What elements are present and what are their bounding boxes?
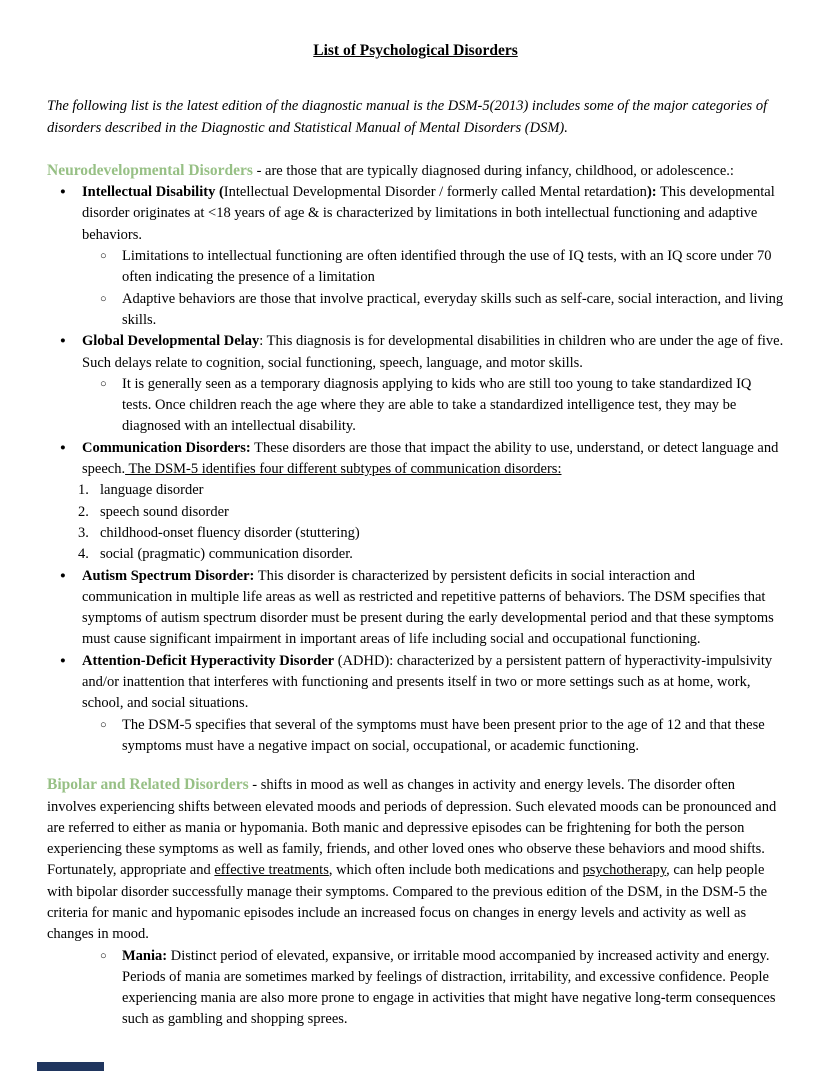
subbullet-text: It is generally seen as a temporary diagnosis applying to kids who are still too young to take standardized IQ tests. Once children reach the age where they are able to take a standardized intelligence test, they may be diagnosed with an intellectual disability. xyxy=(122,375,752,435)
section-bipolar xyxy=(47,774,784,1031)
list-number: 1. xyxy=(78,482,89,499)
numbered-item-text: language disorder xyxy=(100,482,204,499)
subbullet-text: Adaptive behaviors are those that involve practical, everyday skills such as self-care, social interaction, and living skills. xyxy=(122,290,784,328)
next-page-table-edge xyxy=(37,1062,104,1071)
section-heading-tail: - are those that are typically diagnosed during infancy, childhood, or adolescence.: xyxy=(252,162,734,179)
subbullet-text: Limitations to intellectual functioning are often identified through the use of IQ tests, with an IQ score under 70 often indicating the presence of a limitation xyxy=(122,248,772,286)
circle-bullet-icon: ○ xyxy=(100,292,107,305)
subbullet-adhd-dsm5 xyxy=(47,715,784,758)
bullet-text: Intellectual Disability (Intellectual Developmental Disorder / formerly called Mental retardation): This developmental disorder originates at <18 years of age & is characterized by limitations in both intellectual functioning and adaptive behaviors. xyxy=(82,184,775,243)
bullet-autism-spectrum-disorder xyxy=(47,566,784,651)
numbered-item-text: childhood-onset fluency disorder (stuttering) xyxy=(100,524,360,541)
section-neurodevelopmental xyxy=(47,160,784,757)
bullet-text: Autism Spectrum Disorder: This disorder is characterized by persistent deficits in social interaction and communication in multiple life areas as well as restricted and repetitive patterns of behaviors. The DSM specifies that symptoms of autism spectrum disorder must be present during the early developmental period and that these symptoms must cause significant impairment in important areas of life including social and occupational functioning. xyxy=(82,567,774,648)
numbered-item-speech-sound-disorder xyxy=(47,502,784,523)
subbullet-text: Mania: Distinct period of elevated, expansive, or irritable mood accompanied by increased activity and energy. Periods of mania are sometimes marked by feelings of distraction, irritability, and excessive confidence. People experiencing mania are also more prone to engage in activities that might have negative long-term consequences such as gambling and shopping sprees. xyxy=(122,947,776,1028)
bullet-text: Communication Disorders: These disorders are those that impact the ability to use, understand, or detect language and speech. The DSM-5 identifies four different subtypes of communication disorders: xyxy=(82,439,779,478)
list-number: 4. xyxy=(78,546,89,563)
link-effective-treatments[interactable]: effective treatments xyxy=(214,862,329,879)
page-title: List of Psychological Disorders xyxy=(313,42,518,59)
bullet-icon: ● xyxy=(60,442,66,453)
bullet-icon: ● xyxy=(60,570,66,581)
section-heading-paragraph xyxy=(47,160,784,182)
numbered-item-language-disorder xyxy=(47,480,784,501)
underlined-subtypes-text: The DSM-5 identifies four different subtypes of communication disorders: xyxy=(125,461,562,478)
intro-paragraph: The following list is the latest edition of the diagnostic manual is the DSM-5(2013) includes some of the major categories of disorders described in the Diagnostic and Statistical Manual of Mental Disorders (DSM). xyxy=(47,98,768,136)
numbered-item-pragmatic-communication-disorder xyxy=(47,544,784,565)
bullet-icon: ● xyxy=(60,336,66,347)
circle-bullet-icon: ○ xyxy=(100,377,107,390)
section-heading-paragraph: Bipolar and Related Disorders - shifts in mood as well as changes in activity and energy levels. The disorder often involves experiencing shifts between elevated moods and periods of depression. Such elevated moods can be pronounced and are referred to either as mania or hypomania. Both manic and depressive episodes can be frightening for both the person experiencing these symptoms as well as family, friends, and other loved ones who observe these behaviors and mood shifts. Fortunately, appropriate and effective treatments, which often include both medications and psychotherapy, can help people with bipolar disorder successfully manage their symptoms. Compared to the previous edition of the DSM, in the DSM-5 the criteria for manic and hypomanic episodes include an increased focus on changes in energy levels and activity as well as changes in mood. xyxy=(47,776,777,943)
numbered-item-fluency-disorder xyxy=(47,523,784,544)
section-heading-neurodevelopmental: Neurodevelopmental Disorders xyxy=(47,161,253,179)
bullet-communication-disorders xyxy=(47,438,784,481)
section-heading-bipolar: Bipolar and Related Disorders xyxy=(47,776,249,794)
bullet-text: Attention-Deficit Hyperactivity Disorder (ADHD): characterized by a persistent pattern of hyperactivity-impulsivity and/or inattention that interferes with functioning and presents itself in two or more settings such as at home, work, school, and social situations. xyxy=(82,652,773,712)
circle-bullet-icon: ○ xyxy=(100,250,107,263)
subbullet-iq-tests xyxy=(47,246,784,289)
bullet-icon: ● xyxy=(60,187,66,198)
subbullet-temporary-diagnosis xyxy=(47,374,784,438)
circle-bullet-icon: ○ xyxy=(100,949,107,962)
subbullet-text: The DSM-5 specifies that several of the symptoms must have been present prior to the age of 12 and that these symptoms must have a negative impact on social, occupational, or academic functioning. xyxy=(122,716,765,754)
bullet-icon: ● xyxy=(60,655,66,666)
list-number: 2. xyxy=(78,503,89,520)
bullet-adhd xyxy=(47,651,784,715)
circle-bullet-icon: ○ xyxy=(100,718,107,731)
list-number: 3. xyxy=(78,524,89,541)
numbered-item-text: speech sound disorder xyxy=(100,503,229,520)
document-content xyxy=(47,0,784,1031)
link-psychotherapy[interactable]: psychotherapy xyxy=(582,862,667,879)
bullet-global-developmental-delay xyxy=(47,331,784,374)
bullet-intellectual-disability xyxy=(47,182,784,246)
numbered-item-text: social (pragmatic) communication disorder. xyxy=(100,546,353,563)
subbullet-mania xyxy=(47,946,784,1031)
subbullet-adaptive-behaviors xyxy=(47,289,784,332)
bullet-text: Global Developmental Delay: This diagnosis is for developmental disabilities in children who are under the age of five. Such delays relate to cognition, social functioning, speech, language, and motor skills. xyxy=(82,333,784,371)
